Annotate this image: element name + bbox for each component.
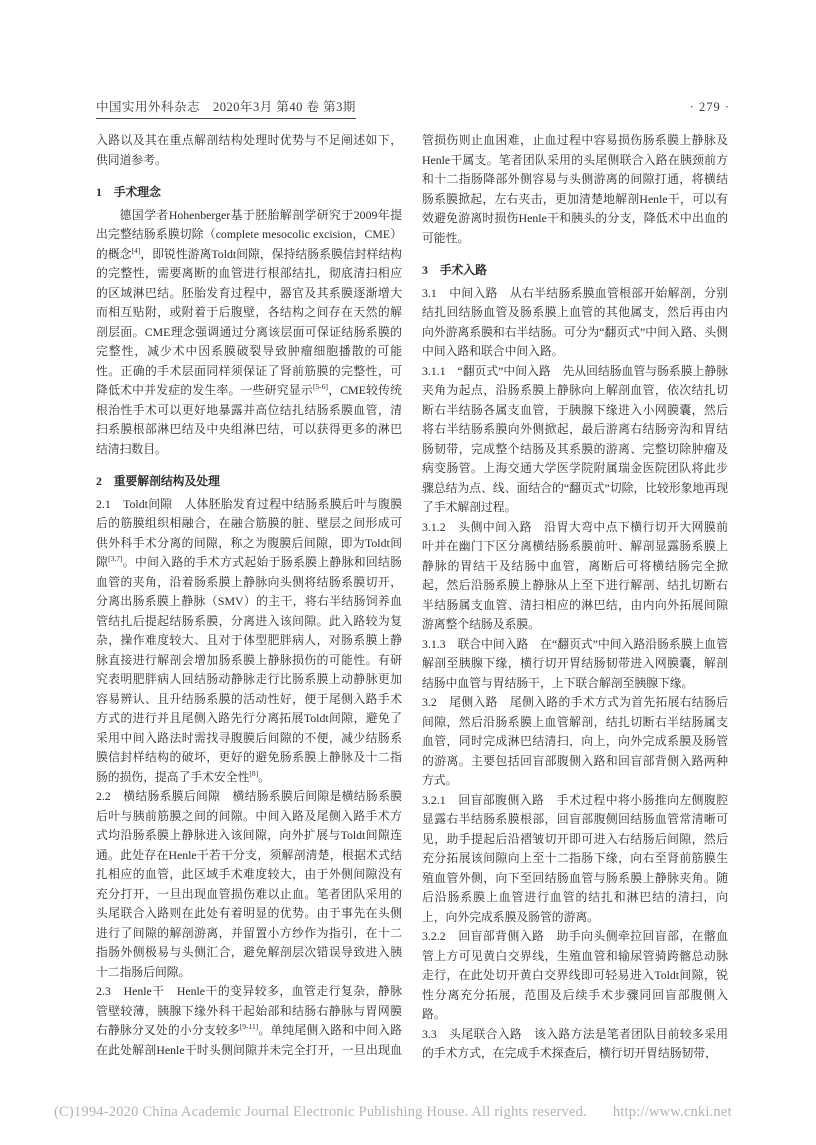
- body-paragraph: 德国学者Hohenberger基于胚胎解剖学研究于2009年提出完整结肠系膜切除（complete mesocolic excision，CME）的概念[4]，即锐性游离Toldt间隙，保持结肠系膜信封样结构的完整性，需要离断的血管进行根部结扎，彻底清扫相应的区域淋巴结。胚胎发育过程中，器官及其系膜逐渐增大而相互贴附，或附着于后腹壁，各结构之间存在天然的解剖层面。CME理念强调通过分离该层面可保证结肠系膜的完整性，减少术中因系膜破裂导致肿瘤细胞播散的可能性。正确的手术层面同样须保证了肾前筋膜的完整性，可降低术中并发症的发生率。一些研究显示[5-6]，CME较传统根治性手术可以更好地暴露并高位结扎结肠系膜血管，清扫系膜根部淋巴结及中央组淋巴结，可以获得更多的淋巴结清扫数目。: [96, 207, 402, 456]
- citation-ref: [5-6]: [312, 382, 328, 392]
- body-paragraph: 3.2 尾侧入路 尾侧入路的手术方式为首先拓展右结肠后间隙，然后沿肠系膜上血管解剖，结扎切断右半结肠属支血管，同时完成淋巴结清扫，向上，向外完成系膜及肠管的游离。主要包括回盲部腹侧入路和回盲部背侧入路两种方式。: [422, 695, 728, 787]
- copyright-notice: (C)1994-2020 China Academic Journal Electronic Publishing House. All rights reserved.: [54, 1104, 587, 1120]
- citation-ref: [9-11]: [239, 1022, 259, 1032]
- citation-ref: [4]: [131, 245, 141, 255]
- body-paragraph: 3.1.2 头侧中间入路 沿胃大弯中点下横行切开大网膜前叶并在幽门下区分离横结肠系膜前叶、解剖显露肠系膜上静脉的胃结干及结肠中血管，离断后可将横结肠完全掀起，然后沿肠系膜上静脉从上至下进行解剖、结扎切断右半结肠属支血管、清扫相应的淋巴结，由内向外拓展间隙游离整个结肠及系膜。: [422, 519, 728, 631]
- section-heading: 1 手术理念: [96, 185, 161, 199]
- section-heading: 2 重要解剖结构及处理: [96, 474, 220, 488]
- body-paragraph: 2.1 Toldt间隙 人体胚胎发育过程中结肠系膜后叶与腹膜后的筋膜组织相融合，在融合筋膜的脏、壁层之间形成可供外科手术分离的间隙，称之为腹膜后间隙，即为Toldt间隙[3,7]。中间入路的手术方式起始于肠系膜上静脉和回结肠血管的夹角，沿着肠系膜上静脉向头侧将结肠系膜切开，分离出肠系膜上静脉（SMV）的主干，将右半结肠饲养血管结扎后提起结肠系膜，分离进入该间隙。此入路较为复杂，操作难度较大、且对于体型肥胖病人，对肠系膜上静脉直接进行解剖会增加肠系膜上静脉损伤的可能性。有研究表明肥胖病人回结肠动静脉走行比肠系膜上动静脉更加容易辨认、且升结肠系膜的活动性好，便于尾侧入路手术方式的进行并且尾侧入路先行分离拓展Toldt间隙，避免了采用中间入路法时需找寻腹膜后间隙的不便，减少结肠系膜信封样结构的破坏，更好的避免肠系膜上静脉及十二指肠的损伤，提高了手术安全性[8]。: [96, 496, 402, 784]
- page-header: [96, 97, 730, 119]
- body-paragraph: 2.3 Henle干 Henle干的变异较多，血管走行复杂，静脉管壁较薄，胰腺下缘外科干起始部和结肠右静脉与胃网膜右静脉分叉处的小分支较多[9-11]。单纯尾侧入路和中间入路在此处解剖Henle干时头侧间隙并未完全打开，一旦出现血管损伤则止血困难，止血过程中容易损伤肠系膜上静脉及Henle干属支。笔者团队采用的头尾侧联合入路在胰颈前方和十二指肠降部外侧容易与头侧游离的间隙打通，将横结肠系膜掀起，左右夹击，更加清楚地解剖Henle干，可以有效避免游离时损伤Henle干和胰头的分支，降低术中出血的可能性。: [96, 133, 728, 1057]
- body-paragraph: 3.2.1 回盲部腹侧入路 手术过程中将小肠推向左侧腹腔显露右半结肠系膜根部，回盲部腹侧回结肠血管常清晰可见，助手提起后沿褶皱切开即可进入右结肠后间隙，然后充分拓展该间隙向上至十二指肠下缘，向右至肾前筋膜生殖血管外侧，向下至回结肠血管与肠系膜上静脉夹角。随后沿肠系膜上血管进行血管的结扎和淋巴结的清扫，向上，向外完成系膜及肠管的游离。: [422, 792, 728, 924]
- citation-ref: [8]: [249, 768, 259, 778]
- citation-ref: [3,7]: [108, 554, 123, 564]
- page-number: · 279 ·: [689, 100, 730, 114]
- body-paragraph: 3.1.1 “翻页式”中间入路 先从回结肠血管与肠系膜上静脉夹角为起点，沿肠系膜上静脉向上解剖血管，依次结扎切断右半结肠各属支血管，于胰腺下缘进入小网膜囊，然后将右半结肠系膜向外侧掀起，最后游离右结肠旁沟和胃结肠韧带，完成整个结肠及其系膜的游离、完整切除肿瘤及病变肠管。上海交通大学医学院附属瑞金医院团队将此步骤总结为点、线、面结合的“翻页式”切除，比较形象地再现了手术解剖过程。: [422, 363, 728, 514]
- body-paragraph: 入路以及其在重点解剖结构处理时优势与不足阐述如下，供同道参考。: [96, 133, 402, 167]
- page-footer: [54, 1104, 794, 1121]
- cnki-url: http://www.cnki.net: [612, 1104, 732, 1120]
- article-two-column-body: [96, 131, 728, 1067]
- body-paragraph: 2.2 横结肠系膜后间隙 横结肠系膜后间隙是横结肠系膜后叶与胰前筋膜之间的间隙。中间入路及尾侧入路手术方式均沿肠系膜上静脉进入该间隙，向外扩展与Toldt间隙连通。此处存在Henle干若干分支，须解剖清楚，根据术式结扎相应的血管，此区域手术难度较大，由于外侧间隙没有充分打开，一旦出现血管损伤难以止血。笔者团队采用的头尾联合入路则在此处有着明显的优势。由于事先在头侧进行了间隙的解剖游离，并留置小方纱作为指引，在十二指肠外侧极易与头侧汇合，避免解剖层次错误导致进入胰十二指肠后间隙。: [96, 789, 402, 979]
- body-paragraph: 3.1 中间入路 从右半结肠系膜血管根部开始解剖，分别结扎回结肠血管及肠系膜上血管的其他属支，然后再由内向外游离系膜和右半结肠。可分为“翻页式”中间入路、头侧中间入路和联合中间入路。: [422, 285, 728, 358]
- journal-issue-line: 中国实用外科杂志 2020年3月 第40 卷 第3期: [96, 97, 356, 119]
- section-heading: 3 手术入路: [422, 263, 487, 277]
- body-paragraph: 3.2.2 回盲部背侧入路 助手向头侧牵拉回盲部，在髂血管上方可见黄白交界线，生殖血管和输尿管骑跨髂总动脉走行，在此处切开黄白交界线即可轻易进入Toldt间隙，锐性分离充分拓展，范围及后续手术步骤同回盲部腹侧入路。: [422, 929, 728, 1021]
- body-paragraph: 3.3 头尾联合入路 该入路方法是笔者团队目前较多采用的手术方式，在完成手术探查后，横行切开胃结肠韧带，: [422, 1026, 728, 1060]
- body-paragraph: 3.1.3 联合中间入路 在“翻页式”中间入路沿肠系膜上血管解剖至胰腺下缘，横行切开胃结肠韧带进入网膜囊，解剖结肠中血管与胃结肠干，上下联合解剖至胰腺下缘。: [422, 636, 728, 690]
